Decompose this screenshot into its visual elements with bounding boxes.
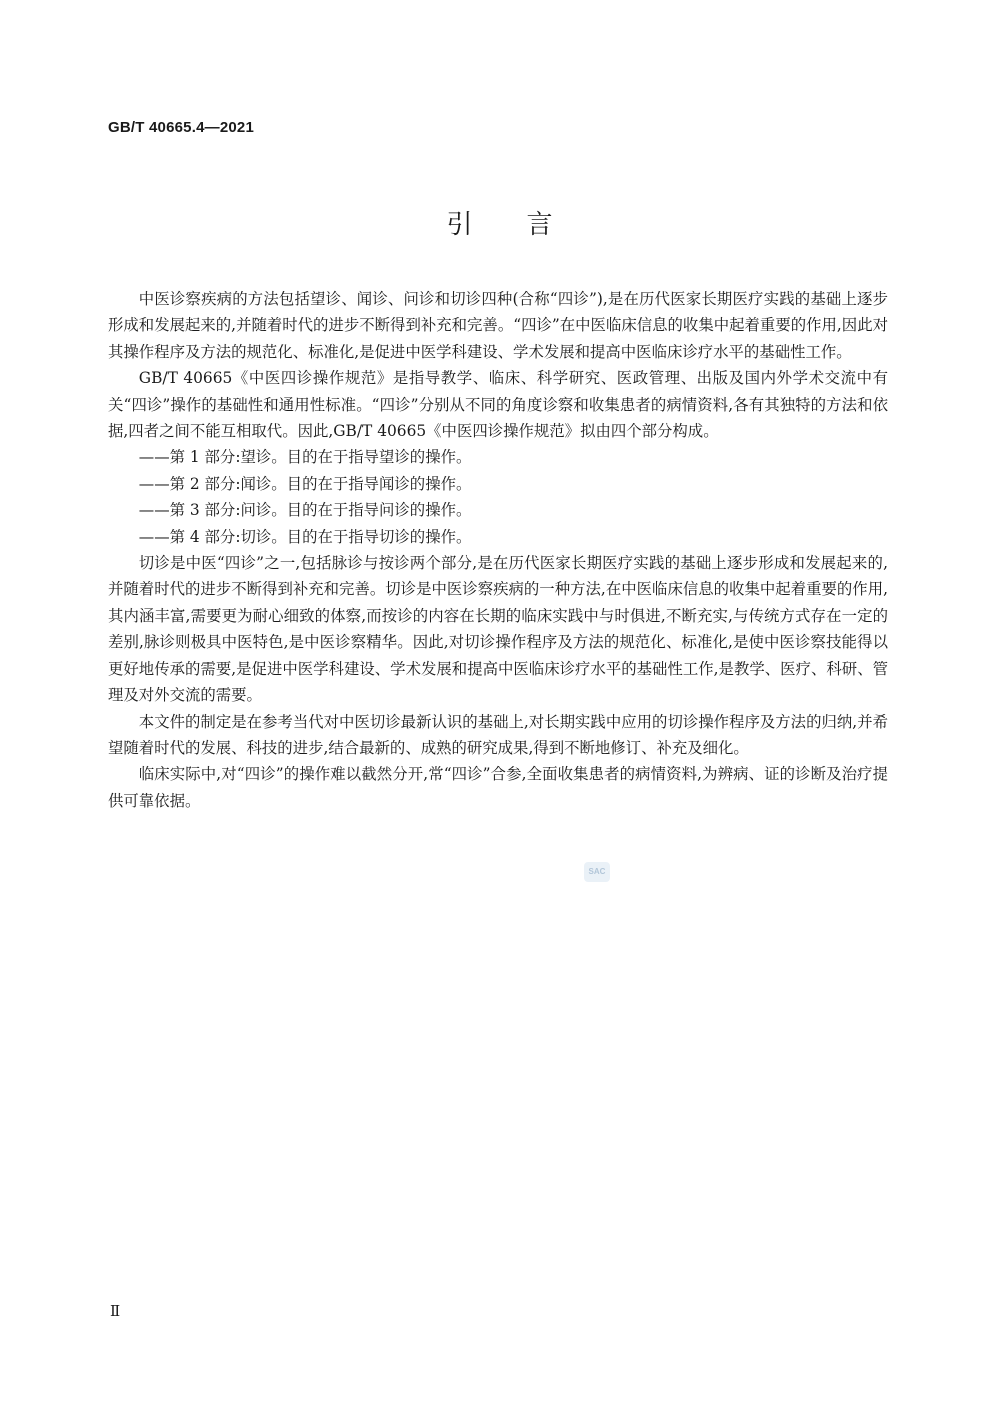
section-body — [108, 286, 888, 814]
watermark-logo: SAC — [584, 862, 610, 882]
paragraph: GB/T 40665《中医四诊操作规范》是指导教学、临床、科学研究、医政管理、出版及国内外学术交流中有关“四诊”操作的基础性和通用性标准。“四诊”分别从不同的角度诊察和收集患者的病情资料,各有其独特的方法和依据,四者之间不能互相取代。因此,GB/T 40665《中医四诊操作规范》拟由四个部分构成。 — [108, 369, 888, 441]
paragraph: 切诊是中医“四诊”之一,包括脉诊与按诊两个部分,是在历代医家长期医疗实践的基础上逐步形成和发展起来的,并随着时代的进步不断得到补充和完善。切诊是中医诊察疾病的一种方法,在中医临床信息的收集中起着重要的作用,其内涵丰富,需要更为耐心细致的体察,而按诊的内容在长期的临床实践中与时俱进,不断充实,与传统方式存在一定的差别,脉诊则极具中医特色,是中医诊察精华。因此,对切诊操作程序及方法的规范化、标准化,是使中医诊察技能得以更好地传承的需要,是促进中医学科建设、学术发展和提高中医临床诊疗水平的基础性工作,是教学、医疗、科研、管理及对外交流的需要。 — [108, 554, 888, 705]
page-number: Ⅱ — [110, 1302, 121, 1320]
list-item: ——第 3 部分:问诊。目的在于指导问诊的操作。 — [138, 501, 472, 520]
paragraph: 临床实际中,对“四诊”的操作难以截然分开,常“四诊”合参,全面收集患者的病情资料,为辨病、证的诊断及治疗提供可靠依据。 — [108, 765, 888, 810]
document-code: GB/T 40665.4—2021 — [108, 119, 254, 136]
paragraph: 中医诊察疾病的方法包括望诊、闻诊、问诊和切诊四种(合称“四诊”),是在历代医家长期医疗实践的基础上逐步形成和发展起来的,并随着时代的进步不断得到补充和完善。“四诊”在中医临床信息的收集中起着重要的作用,因此对其操作程序及方法的规范化、标准化,是促进中医学科建设、学术发展和提高中医临床诊疗水平的基础性工作。 — [108, 290, 888, 361]
paragraph: 本文件的制定是在参考当代对中医切诊最新认识的基础上,对长期实践中应用的切诊操作程序及方法的归纳,并希望随着时代的发展、科技的进步,结合最新的、成熟的研究成果,得到不断地修订、补充及细化。 — [108, 712, 888, 757]
list-item: ——第 1 部分:望诊。目的在于指导望诊的操作。 — [138, 448, 472, 467]
section-title: 引言 — [446, 210, 607, 240]
list-item: ——第 2 部分:闻诊。目的在于指导闻诊的操作。 — [138, 474, 472, 493]
list-item: ——第 4 部分:切诊。目的在于指导切诊的操作。 — [138, 527, 472, 546]
